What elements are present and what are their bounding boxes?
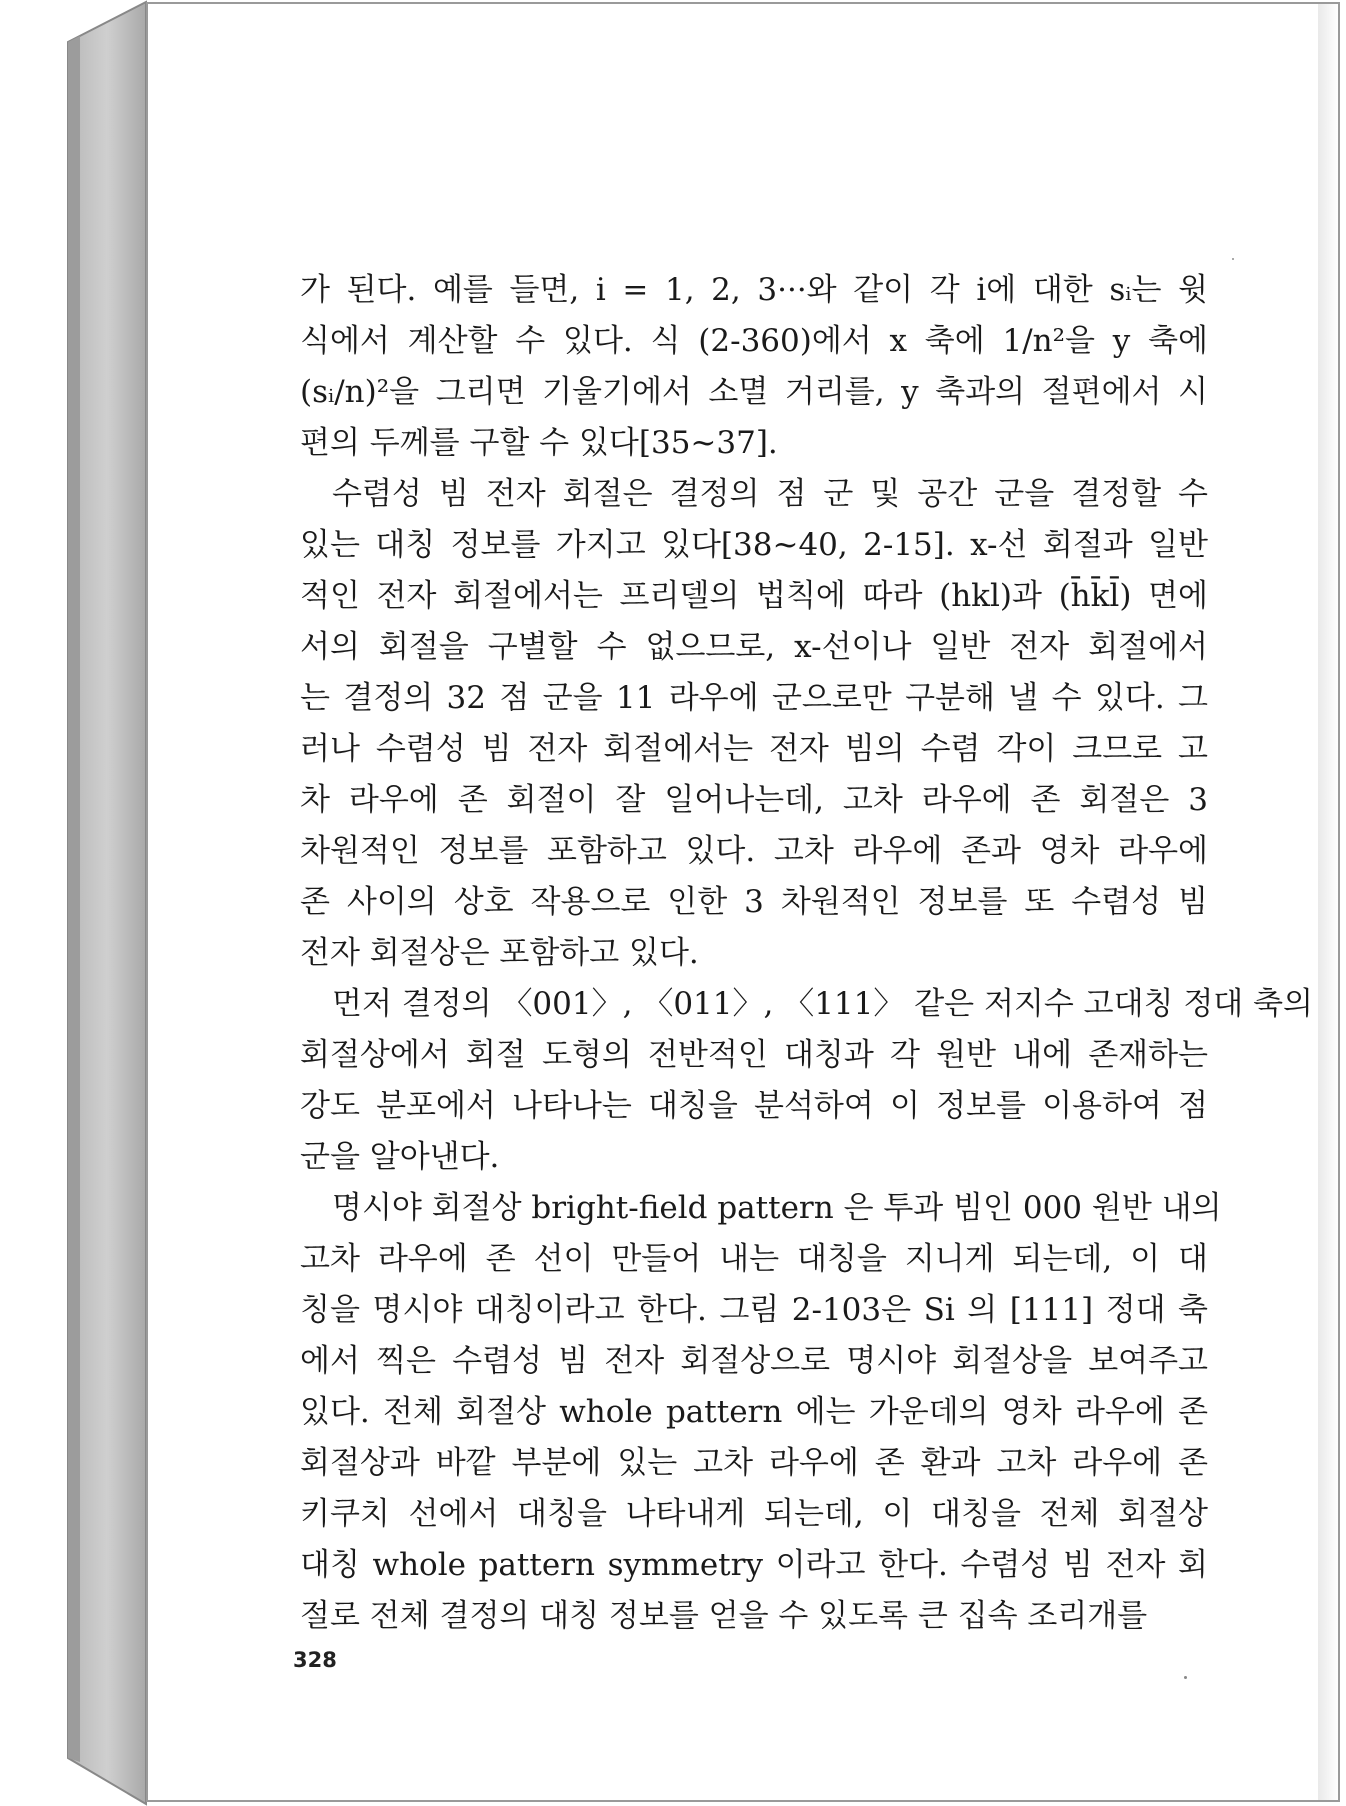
text-line: 차원적인 정보를 포함하고 있다. 고차 라우에 존과 영차 라우에	[300, 833, 1208, 869]
text-line: 강도 분포에서 나타나는 대칭을 분석하여 이 정보를 이용하여 점	[300, 1088, 1208, 1124]
page-number: 328	[293, 1648, 337, 1672]
paragraph	[300, 1183, 1222, 1642]
text-line: 편의 두께를 구할 수 있다[35~37].	[300, 425, 778, 461]
text-line: 존 사이의 상호 작용으로 인한 3 차원적인 정보를 또 수렴성 빔	[300, 884, 1208, 920]
text-line: 회절상에서 회절 도형의 전반적인 대칭과 각 원반 내에 존재하는	[300, 1037, 1208, 1073]
text-line: 있다. 전체 회절상 whole pattern 에는 가운데의 영차 라우에 존	[300, 1394, 1208, 1430]
text-line: 고차 라우에 존 선이 만들어 내는 대칭을 지니게 되는데, 이 대	[300, 1241, 1208, 1277]
page-speck	[1232, 258, 1234, 260]
text-line: 회절상과 바깥 부분에 있는 고차 라우에 존 환과 고차 라우에 존	[300, 1445, 1208, 1481]
text-line: 차 라우에 존 회절이 잘 일어나는데, 고차 라우에 존 회절은 3	[300, 782, 1208, 818]
paragraph	[300, 265, 1208, 469]
text-line: 키쿠치 선에서 대칭을 나타내게 되는데, 이 대칭을 전체 회절상	[300, 1496, 1208, 1532]
text-line: 러나 수렴성 빔 전자 회절에서는 전자 빔의 수렴 각이 크므로 고	[300, 731, 1208, 767]
text-line: 식에서 계산할 수 있다. 식 (2-360)에서 x 축에 1/n²을 y 축에	[300, 323, 1208, 359]
paragraph	[300, 469, 1208, 979]
page-speck	[1184, 1676, 1187, 1679]
text-line: 수렴성 빔 전자 회절은 결정의 점 군 및 공간 군을 결정할 수	[332, 476, 1208, 512]
text-line: 에서 찍은 수렴성 빔 전자 회절상으로 명시야 회절상을 보여주고	[300, 1343, 1208, 1379]
text-line: 전자 회절상은 포함하고 있다.	[300, 935, 699, 971]
text-line: 먼저 결정의 〈001〉, 〈011〉, 〈111〉 같은 저지수 고대칭 정대 축의	[332, 986, 1313, 1022]
text-line: 있는 대칭 정보를 가지고 있다[38~40, 2-15]. x-선 회절과 일반	[300, 527, 1208, 563]
body-text	[300, 265, 1313, 1642]
text-line: 명시야 회절상 bright-field pattern 은 투과 빔인 000 원반 내의	[332, 1190, 1222, 1226]
text-line: 가 된다. 예를 들면, i = 1, 2, 3···와 같이 각 i에 대한 sᵢ는 윗	[300, 272, 1208, 308]
paragraph	[300, 979, 1313, 1183]
text-line: 적인 전자 회절에서는 프리델의 법칙에 따라 (hkl)과 (h̄k̄l̄) 면에	[300, 578, 1208, 614]
text-line: 절로 전체 결정의 대칭 정보를 얻을 수 있도록 큰 집속 조리개를	[300, 1598, 1148, 1634]
text-line: 는 결정의 32 점 군을 11 라우에 군으로만 구분해 낼 수 있다. 그	[300, 680, 1208, 716]
text-line: 군을 알아낸다.	[300, 1139, 500, 1175]
text-line: 서의 회절을 구별할 수 없으므로, x-선이나 일반 전자 회절에서	[300, 629, 1208, 665]
text-line: 대칭 whole pattern symmetry 이라고 한다. 수렴성 빔 전자 회	[300, 1547, 1208, 1583]
text-line: (sᵢ/n)²을 그리면 기울기에서 소멸 거리를, y 축과의 절편에서 시	[300, 374, 1208, 410]
text-line: 칭을 명시야 대칭이라고 한다. 그림 2-103은 Si 의 [111] 정대 축	[300, 1292, 1208, 1328]
